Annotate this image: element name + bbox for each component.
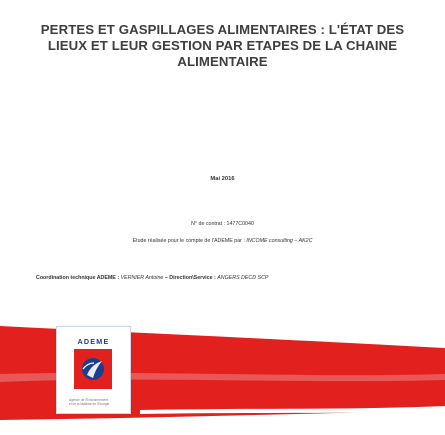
- coordination-label: Coordination technique ADEME :: [36, 275, 121, 281]
- ademe-logo-word: ADEME: [77, 337, 110, 346]
- title-line-2: LIEUX ET LEUR GESTION PAR ETAPES DE LA CHAINE: [47, 38, 398, 53]
- study-prefix: Etude réalisée pour le compte de l'ADEME par :: [132, 238, 247, 244]
- technical-coordination: [36, 275, 436, 281]
- ademe-emblem-icon: [74, 349, 112, 389]
- title-line-1: PERTES ET GASPILLAGES ALIMENTAIRES : L'ÉTAT DES: [40, 22, 405, 37]
- document-title: [10, 22, 435, 70]
- title-line-3: ALIMENTAIRE: [177, 54, 268, 69]
- coordination-separator: – Direction\Service :: [163, 275, 218, 281]
- coordination-person: VERNIER Antoine: [120, 275, 164, 281]
- ademe-logo: [56, 326, 131, 414]
- contract-number: N° de contrat : 1477C0040: [191, 221, 254, 227]
- study-authors: INCOME consulting – AK2C: [246, 238, 313, 244]
- ademe-logo-caption: [69, 398, 125, 406]
- logo-caption-line-2: et de la Maîtrise de l'Energie: [69, 402, 110, 406]
- coordination-service: ANGERS DECD SCP: [217, 275, 269, 281]
- logo-caption-line-1: Agence de l'Environnement: [69, 398, 108, 402]
- publication-date: Mai 2016: [210, 176, 235, 182]
- study-credit: [0, 238, 445, 244]
